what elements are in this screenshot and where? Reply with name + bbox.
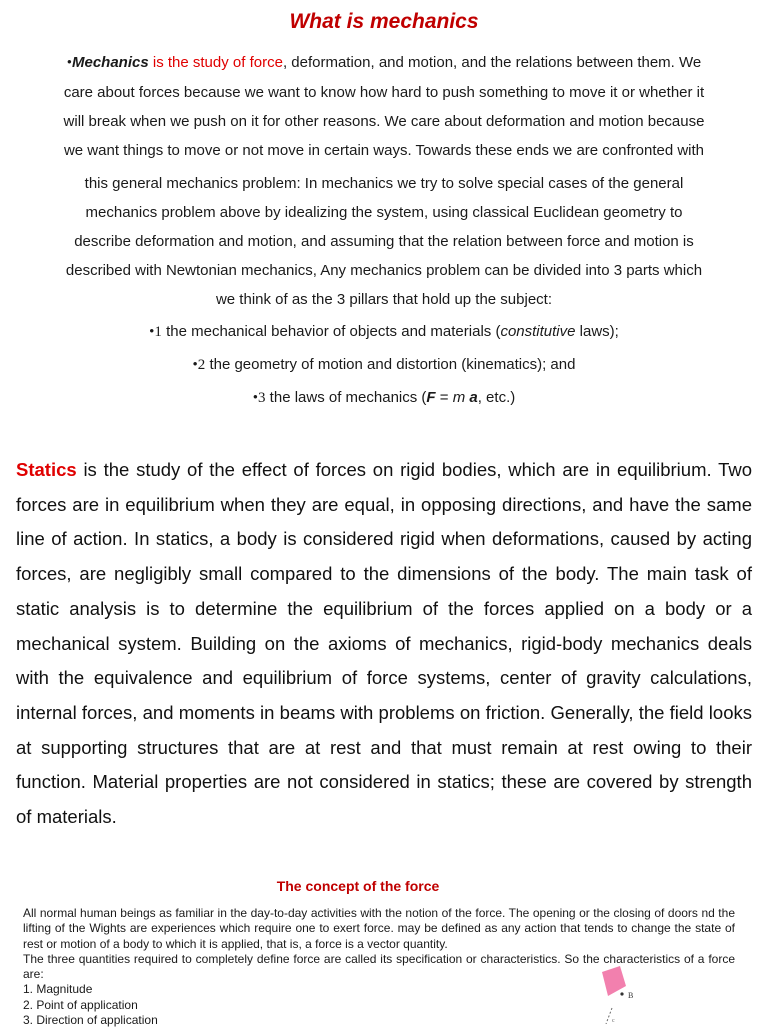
intro-line-9: we think of as the 3 pillars that hold up the subject: — [215, 291, 553, 308]
force-paragraph-1: All normal human beings as familiar in the day-to-day activities with the notion of the force. The opening or the closing of doors nd the lifting of the Wights are experiences which require one to exert force. may be defined as any action that tends to change the state of rest or motion of a body to which it is applied, that is, a force is a vector quantity. — [23, 906, 735, 951]
intro-line-1-rest: , deformation, and motion, and the relations between them. We — [282, 54, 702, 71]
force-paragraph-2: The three quantities required to completely define force are called its specification or characteristics. So the characteristics of a force are: — [23, 951, 735, 982]
formula-a: a — [469, 389, 478, 406]
pillar-emphasis: constitutive — [500, 323, 576, 340]
page-title: What is mechanics — [289, 10, 479, 33]
intro-line-4: we want things to move or not move in certain ways. Towards these ends we are confronted with — [63, 142, 705, 159]
pillar-item-3 — [0, 384, 768, 417]
pillar-text: the geometry of motion and distortion (kinematics); and — [205, 356, 576, 373]
point-b-marker — [620, 992, 623, 995]
intro-line-5: this general mechanics problem: In mechanics we try to solve special cases of the general — [84, 175, 684, 192]
pillar-marker: •3 — [252, 390, 266, 406]
formula-m: m — [452, 389, 466, 406]
mechanics-definition: is the study of force — [148, 54, 283, 71]
mechanics-term: Mechanics — [72, 54, 149, 71]
intro-line-2: care about forces because we want to know how hard to push something to move it or whether it — [63, 84, 705, 101]
statics-paragraph — [16, 453, 752, 835]
intro-line-6: mechanics problem above by idealizing the system, using classical Euclidean geometry to — [85, 204, 683, 221]
formula-f: F — [426, 389, 436, 406]
pillar-text: the laws of mechanics ( — [265, 389, 427, 406]
intro-line-7: describe deformation and motion, and assuming that the relation between force and motion is — [74, 233, 694, 250]
pillar-text-end: laws); — [575, 323, 619, 340]
force-body-shape — [602, 966, 626, 996]
list-item: 3. Direction of application — [23, 1013, 158, 1028]
point-c-label: c — [612, 1018, 615, 1024]
list-item: 1. Magnitude — [23, 982, 93, 997]
intro-line-1 — [22, 48, 746, 78]
pillar-marker: •1 — [149, 324, 162, 340]
intro-line-8: described with Newtonian mechanics, Any mechanics problem can be divided into 3 parts which — [65, 262, 703, 279]
point-b-label: B — [628, 991, 634, 1000]
intro-line-3: will break when we push on it for other reasons. We care about deformation and motion because — [63, 113, 705, 130]
pillar-marker: •2 — [192, 357, 206, 373]
pillar-item-1 — [0, 318, 768, 351]
pillars-list — [0, 318, 768, 417]
pillar-text-end: , etc.) — [477, 389, 516, 406]
intro-paragraph — [22, 48, 746, 314]
statics-term: Statics — [16, 459, 77, 480]
bullet-marker: • — [66, 55, 72, 71]
formula-equals: = — [435, 389, 453, 406]
list-item: 2. Point of application — [23, 997, 138, 1012]
statics-body: is the study of the effect of forces on rigid bodies, which are in equilibrium. Two forces are in equilibrium when they are equal, in opposing directions, and have the same line of action. In statics, a body is considered rigid when deformations, caused by acting forces, are negligibly small compared to the dimensions of the body. The main task of static analysis is to determine the equilibrium of the forces applied on a body or a mechanical system. Building on the axioms of mechanics, rigid-body mechanics deals with the equivalence and equilibrium of force systems, center of gravity calculations, internal forces, and moments in beams with problems on friction. Generally, the field looks at supporting structures that are at rest and that must remain at rest owing to their function. Material properties are not considered in statics; these are covered by strength of materials. — [16, 459, 752, 828]
pillar-item-2 — [0, 351, 768, 384]
pillar-text: the mechanical behavior of objects and materials ( — [161, 323, 501, 340]
force-diagram — [532, 958, 672, 1024]
force-section-title: The concept of the force — [276, 878, 440, 894]
